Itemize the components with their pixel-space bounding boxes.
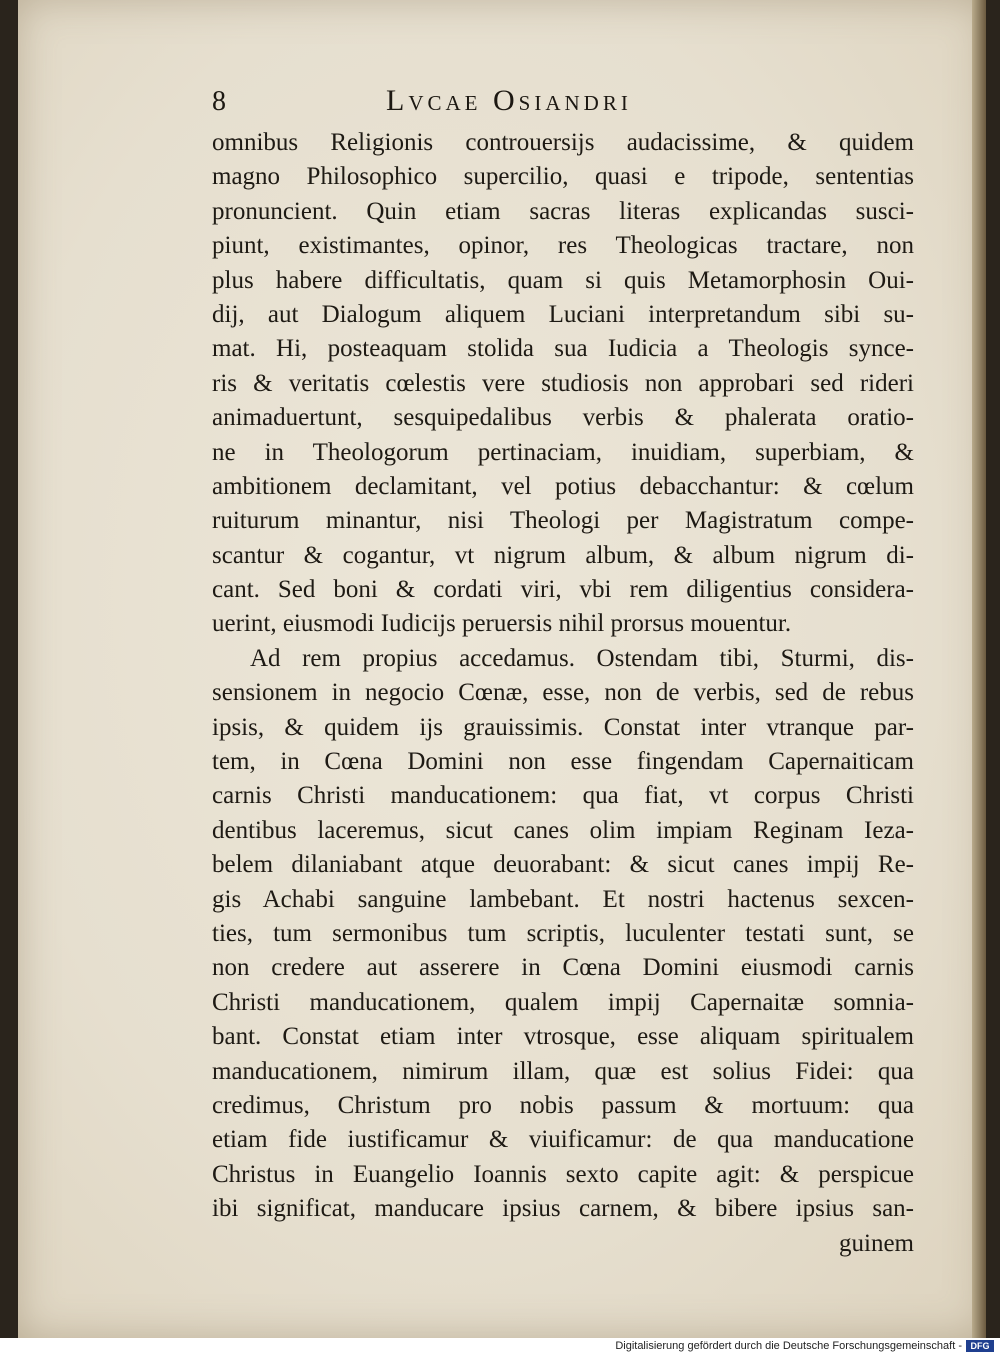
text-line: ambitionem declamitant, vel potius debacchantur: & cœlum (212, 472, 914, 500)
text-line: sensionem in negocio Cœnæ, esse, non de verbis, sed de rebus (212, 679, 914, 707)
text-line: belem dilaniabant atque deuorabant: & sicut canes impij Re- (212, 851, 914, 879)
text-line: Christi manducationem, qualem impij Capernaitæ somnia- (212, 988, 914, 1016)
text-line: ris & veritatis cœlestis vere studiosis non approbari sed rideri (212, 369, 914, 397)
paragraph-start-line: Ad rem propius accedamus. Ostendam tibi, Sturmi, dis- (250, 644, 914, 672)
digitization-footer (0, 1338, 1000, 1355)
paragraph-end-line: uerint, eiusmodi Iudicijs peruersis nihil prorsus mouentur. (212, 610, 792, 638)
text-line: scantur & cogantur, vt nigrum album, & album nigrum di- (212, 541, 914, 569)
text-line: non credere aut asserere in Cœna Domini eiusmodi carnis (212, 954, 914, 982)
text-line: omnibus Religionis controuersijs audacissime, & quidem (212, 129, 914, 156)
text-line: ipsis, & quidem ijs grauissimis. Constat inter vtranque par- (212, 713, 914, 741)
running-title: Lvcae Osiandri (386, 84, 632, 117)
text-line: dij, aut Dialogum aliquem Luciani interpretandum sibi su- (212, 300, 914, 328)
text-line: ties, tum sermonibus tum scriptis, luculenter testati sunt, se (212, 919, 914, 947)
text-line: magno Philosophico supercilio, quasi e tripode, sententias (212, 163, 914, 191)
text-line: mat. Hi, posteaquam stolida sua Iudicia a Theologis synce- (212, 335, 914, 363)
text-line: pronuncient. Quin etiam sacras literas explicandas susci- (212, 197, 914, 225)
text-line: ruiturum minantur, nisi Theologi per Magistratum compe- (212, 507, 914, 535)
text-line: piunt, existimantes, opinor, res Theologicas tractare, non (212, 232, 914, 260)
body-text (212, 126, 914, 1261)
text-line: carnis Christi manducationem: qua fiat, vt corpus Christi (212, 782, 914, 810)
page-number: 8 (212, 86, 226, 117)
text-line: dentibus laceremus, sicut canes olim impiam Reginam Ieza- (212, 816, 914, 844)
text-line: credimus, Christum pro nobis passum & mortuum: qua (212, 1091, 914, 1119)
text-line: cant. Sed boni & cordati viri, vbi rem diligentius considera- (212, 576, 914, 604)
text-line: Christus in Euangelio Ioannis sexto capite agit: & perspicue (212, 1160, 914, 1188)
text-line: plus habere difficultatis, quam si quis Metamorphosin Oui- (212, 266, 914, 294)
dfg-logo: DFG (966, 1340, 994, 1352)
catchword: guinem (839, 1229, 914, 1257)
text-line: etiam fide iustificamur & viuificamur: de qua manducatione (212, 1126, 914, 1154)
text-line: ibi significat, manducare ipsius carnem, & bibere ipsius san- (212, 1195, 914, 1223)
text-line: manducationem, nimirum illam, quæ est solius Fidei: qua (212, 1057, 914, 1085)
text-line: ne in Theologorum pertinaciam, inuidiam, superbiam, & (212, 438, 914, 466)
text-line: bant. Constat etiam inter vtrosque, esse aliquam spiritualem (212, 1023, 914, 1051)
text-line: animaduertunt, sesquipedalibus verbis & phalerata oratio- (212, 404, 914, 432)
page-edge (972, 0, 986, 1338)
page-header (212, 84, 912, 124)
text-line: gis Achabi sanguine lambebant. Et nostri hactenus sexcen- (212, 885, 914, 913)
text-line: tem, in Cœna Domini non esse fingendam Capernaiticam (212, 748, 914, 776)
funding-credit: Digitalisierung gefördert durch die Deutsche Forschungsgemeinschaft - (615, 1340, 962, 1352)
